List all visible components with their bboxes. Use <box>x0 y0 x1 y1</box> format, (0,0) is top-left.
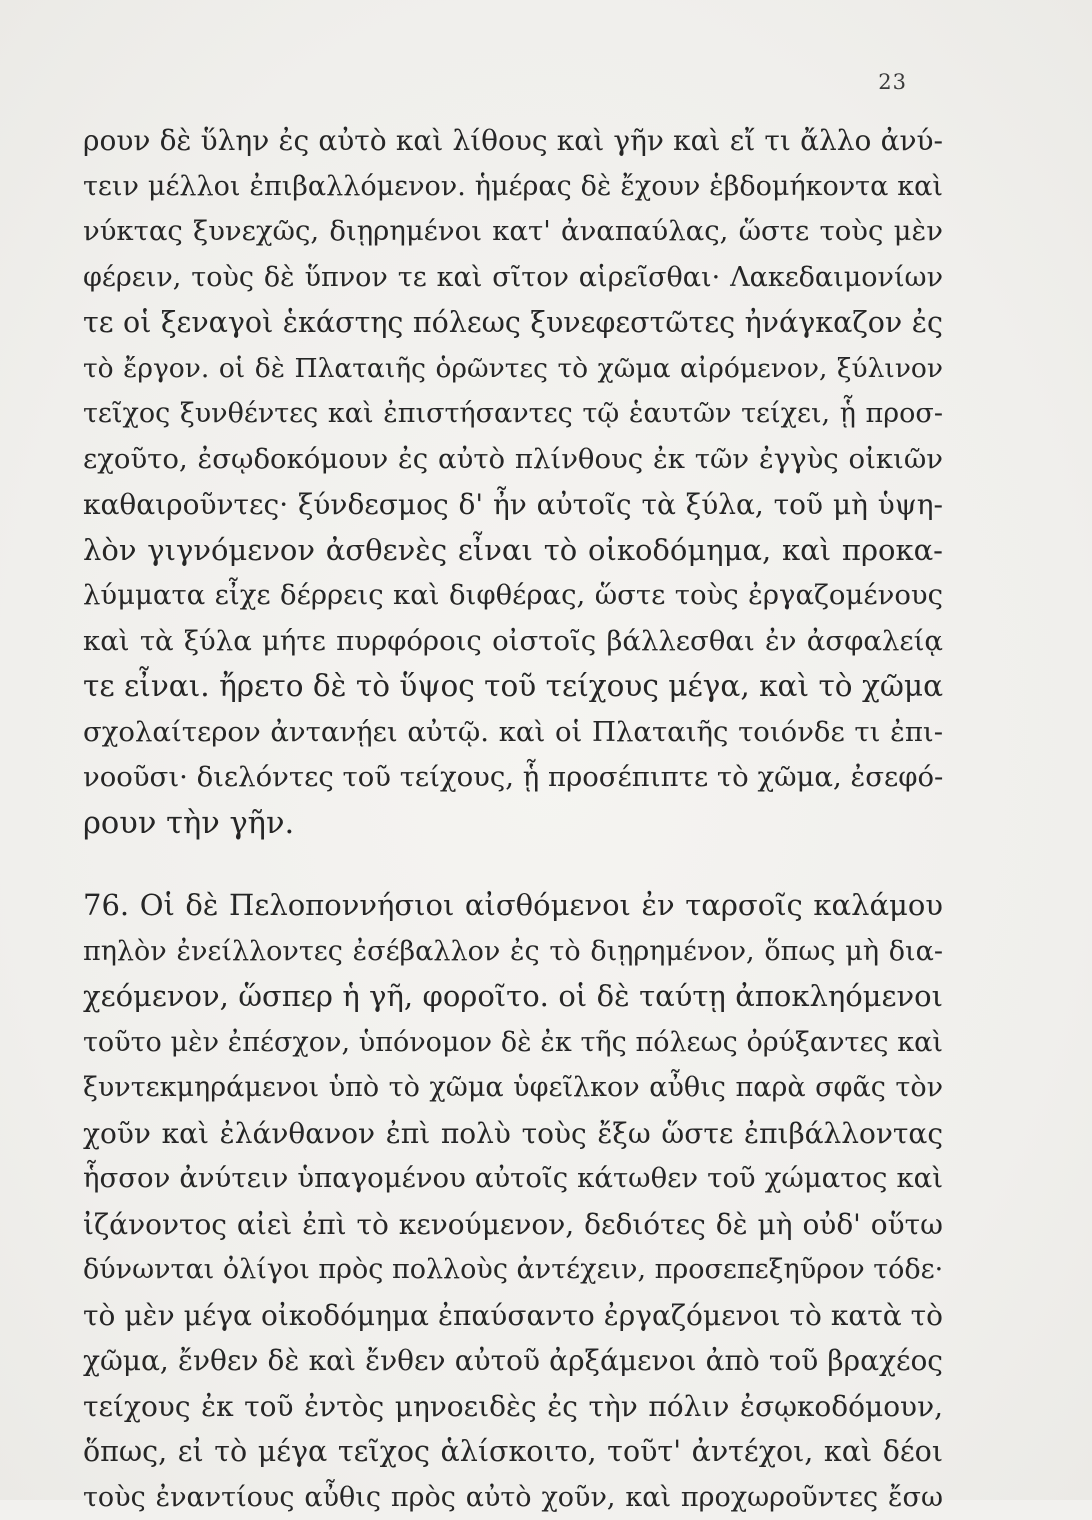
text-line: ὅπως, εἰ τὸ μέγα τεῖχος ἁλίσκοιτο, τοῦτ' ἀντέχοι, καὶ δέοι <box>83 1429 943 1475</box>
text-line: λύμματα εἶχε δέρρεις καὶ διφθέρας, ὥστε τοὺς ἐργαζομένους <box>83 573 943 619</box>
text-line: 76. Οἱ δὲ Πελοποννήσιοι αἰσθόμενοι ἐν ταρσοῖς καλάμου <box>83 883 943 929</box>
text-line: ἧσσον ἀνύτειν ὑπαγομένου αὐτοῖς κάτωθεν τοῦ χώματος καὶ <box>83 1156 943 1202</box>
text-line: τὸ ἔργον. οἱ δὲ Πλαταιῆς ὁρῶντες τὸ χῶμα αἰρόμενον, ξύλινον <box>83 346 943 392</box>
text-line: ρουν τὴν γῆν. <box>83 801 943 847</box>
body-text <box>83 118 943 1520</box>
text-line: τὸ μὲν μέγα οἰκοδόμημα ἐπαύσαντο ἐργαζόμενοι τὸ κατὰ τὸ <box>83 1293 943 1339</box>
text-line: φέρειν, τοὺς δὲ ὕπνον τε καὶ σῖτον αἱρεῖσθαι· Λακεδαιμονίων <box>83 255 943 301</box>
text-line: καθαιροῦντες· ξύνδεσμος δ' ἦν αὐτοῖς τὰ ξύλα, τοῦ μὴ ὑψη- <box>83 482 943 528</box>
paragraph <box>83 883 943 1520</box>
paragraph <box>83 118 943 846</box>
text-line: τειν μέλλοι ἐπιβαλλόμενον. ἡμέρας δὲ ἔχουν ἑβδομήκοντα καὶ <box>83 164 943 210</box>
text-line: τείχους ἐκ τοῦ ἐντὸς μηνοειδὲς ἐς τὴν πόλιν ἐσῳκοδόμουν, <box>83 1384 943 1430</box>
page-number: 23 <box>878 70 907 94</box>
text-line: χῶμα, ἔνθεν δὲ καὶ ἔνθεν αὐτοῦ ἀρξάμενοι ἀπὸ τοῦ βραχέος <box>83 1338 943 1384</box>
text-line: ρουν δὲ ὕλην ἐς αὐτὸ καὶ λίθους καὶ γῆν καὶ εἴ τι ἄλλο ἀνύ- <box>83 118 943 164</box>
text-line: τοῦτο μὲν ἐπέσχον, ὑπόνομον δὲ ἐκ τῆς πόλεως ὀρύξαντες καὶ <box>83 1020 943 1066</box>
text-line: πηλὸν ἐνείλλοντες ἐσέβαλλον ἐς τὸ διῃρημένον, ὅπως μὴ δια- <box>83 929 943 975</box>
text-line: τε εἶναι. ἤρετο δὲ τὸ ὕψος τοῦ τείχους μέγα, καὶ τὸ χῶμα <box>83 664 943 710</box>
paragraph-gap <box>83 846 943 883</box>
text-line: σχολαίτερον ἀντανῄει αὐτῷ. καὶ οἱ Πλαταιῆς τοιόνδε τι ἐπι- <box>83 710 943 756</box>
text-line: τε οἱ ξεναγοὶ ἑκάστης πόλεως ξυνεφεστῶτες ἠνάγκαζον ἐς <box>83 300 943 346</box>
text-line: ἰζάνοντος αἰεὶ ἐπὶ τὸ κενούμενον, δεδιότες δὲ μὴ οὐδ' οὕτω <box>83 1202 943 1248</box>
text-line: νύκτας ξυνεχῶς, διῃρημένοι κατ' ἀναπαύλας, ὥστε τοὺς μὲν <box>83 209 943 255</box>
text-line: καὶ τὰ ξύλα μήτε πυρφόροις οἰστοῖς βάλλεσθαι ἐν ἀσφαλείᾳ <box>83 619 943 665</box>
text-line: ξυντεκμηράμενοι ὑπὸ τὸ χῶμα ὑφεῖλκον αὖθις παρὰ σφᾶς τὸν <box>83 1065 943 1111</box>
text-line: τεῖχος ξυνθέντες καὶ ἐπιστήσαντες τῷ ἑαυτῶν τείχει, ᾗ προσ- <box>83 391 943 437</box>
text-line: εχοῦτο, ἐσῳδοκόμουν ἐς αὐτὸ πλίνθους ἐκ τῶν ἐγγὺς οἰκιῶν <box>83 437 943 483</box>
text-line: νοοῦσι· διελόντες τοῦ τείχους, ᾗ προσέπιπτε τὸ χῶμα, ἐσεφό- <box>83 755 943 801</box>
text-line: δύνωνται ὀλίγοι πρὸς πολλοὺς ἀντέχειν, προσεπεξηῦρον τόδε· <box>83 1247 943 1293</box>
text-line: λὸν γιγνόμενον ἀσθενὲς εἶναι τὸ οἰκοδόμημα, καὶ προκα- <box>83 528 943 574</box>
text-line: χεόμενον, ὥσπερ ἡ γῆ, φοροῖτο. οἱ δὲ ταύτῃ ἀποκληόμενοι <box>83 974 943 1020</box>
text-line: τοὺς ἐναντίους αὖθις πρὸς αὐτὸ χοῦν, καὶ προχωροῦντες ἔσω <box>83 1475 943 1520</box>
text-line: χοῦν καὶ ἐλάνθανον ἐπὶ πολὺ τοὺς ἔξω ὥστε ἐπιβάλλοντας <box>83 1111 943 1157</box>
